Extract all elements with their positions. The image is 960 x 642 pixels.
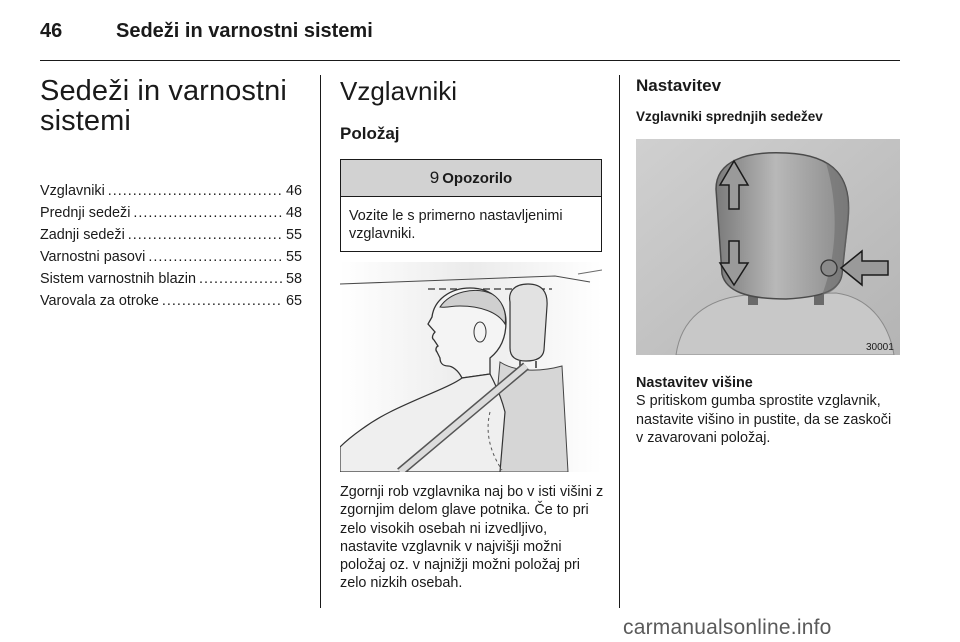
adjustment-subtitle: Vzglavniki sprednjih sedežev (636, 109, 823, 124)
table-of-contents (40, 180, 302, 312)
toc-leader (148, 246, 283, 268)
toc-leader (128, 224, 283, 246)
toc-page: 55 (285, 249, 302, 265)
toc-entry[interactable] (40, 180, 302, 202)
chapter-title: Sedeži in varnostni sistemi (40, 75, 287, 137)
headrest-position-text: Zgornji rob vzglavnika naj bo v isti višini z zgornjim delom glave potnika. Če to pri zelo visokih osebah ni izvedljivo, nastavite vzglavnik v najvišji možni položaj oz. v najnižji možni položaj pri zelo nizkih osebah. (340, 484, 604, 592)
running-title: Sedeži in varnostni sistemi (116, 20, 373, 42)
toc-entry[interactable] (40, 202, 302, 224)
toc-label: Vzglavniki (40, 183, 105, 199)
watermark: carmanualsonline.info (623, 616, 832, 639)
toc-leader (108, 180, 283, 202)
toc-leader (133, 202, 283, 224)
headrest-adjust-drawing (636, 139, 900, 355)
section-subtitle: Položaj (340, 124, 400, 143)
warning-box (340, 159, 602, 252)
height-adjustment-text (636, 374, 901, 447)
toc-label: Sistem varnostnih blazin (40, 271, 196, 287)
driver-headrest-drawing (340, 262, 602, 472)
warning-heading: Opozorilo (442, 169, 513, 187)
toc-page: 46 (285, 183, 302, 199)
toc-entry[interactable] (40, 224, 302, 246)
image-code: 30001 (866, 342, 894, 353)
warning-text: Vozite le s primerno nastavljenimi vzglavniki. (349, 208, 563, 242)
toc-entry[interactable] (40, 246, 302, 268)
warning-icon: 9 (429, 168, 440, 187)
toc-leader (199, 268, 283, 290)
toc-leader (162, 290, 283, 312)
page-number: 46 (40, 20, 63, 42)
toc-label: Varovala za otroke (40, 293, 159, 309)
front-headrest-photo (636, 139, 900, 355)
warning-header (341, 160, 601, 197)
page-header (40, 20, 900, 50)
toc-page: 55 (285, 227, 302, 243)
section-title: Vzglavniki (340, 76, 458, 106)
adjustment-section (636, 76, 901, 124)
header-divider (40, 60, 900, 61)
height-adjustment-heading: Nastavitev višine (636, 375, 753, 391)
toc-label: Varnostni pasovi (40, 249, 146, 265)
chapter-column (40, 76, 302, 312)
toc-label: Zadnji sedeži (40, 227, 125, 243)
column-divider (320, 75, 321, 608)
toc-page: 48 (285, 205, 302, 221)
column-divider (619, 75, 620, 608)
toc-label: Prednji sedeži (40, 205, 131, 221)
height-adjustment-body: S pritiskom gumba sprostite vzglavnik, nastavite višino in pustite, da se zaskoči v zavarovani položaj. (636, 393, 892, 446)
toc-entry[interactable] (40, 290, 302, 312)
headrest-section (340, 76, 602, 252)
headrest-position-illustration (340, 262, 602, 472)
adjustment-title: Nastavitev (636, 76, 722, 95)
toc-page: 65 (285, 293, 302, 309)
toc-page: 58 (285, 271, 302, 287)
toc-entry[interactable] (40, 268, 302, 290)
